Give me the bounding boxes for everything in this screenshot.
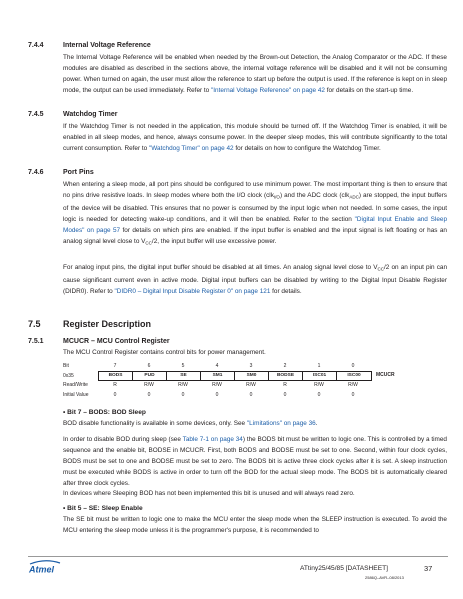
- bit-number: 7: [113, 363, 117, 369]
- bit-number: 6: [147, 363, 151, 369]
- rw-value: R/W: [246, 382, 256, 388]
- rw-value: R/W: [212, 382, 222, 388]
- paragraph: The SE bit must be written to logic one to make the MCU enter the sleep mode when the SLEEP instruction is executed. To avoid the MCU entering the sleep mode unless it is the programmer's purpose, it is recommended to: [63, 516, 447, 534]
- rw-value: R/W: [178, 382, 188, 388]
- section-title: Port Pins: [63, 169, 94, 176]
- initial-value-label: Initial Value: [63, 392, 89, 398]
- initial-value: 0: [181, 392, 185, 398]
- rw-value: R: [113, 382, 117, 388]
- section-number: 7.5: [28, 319, 41, 329]
- paragraph: The Internal Voltage Reference will be enabled when needed by the Brown-out Detection, the Analog Comparator or the ADC. If these modules are disabled as described in the sections above, the internal voltage reference will be disabled and it will not be consuming power. When turned on again, the user must allow the reference to start up before the output is used. If the reference is kept on in sleep mode, the output can be used immediately. Refer to "Internal Voltage Reference" on page 42 for details on the start-up time.: [63, 54, 447, 94]
- bit-row-label: Bit: [63, 363, 69, 369]
- paragraph: In order to disable BOD during sleep (see Table 7-1 on page 34) the BODS bit must be written to logic one. This is controlled by a timed sequence and the enable bit, BODSE in MCUCR. First, both BODS and BODSE must be set to one. Second, within four clock cycles, BODS must be set to one and BODSE must be set to zero. The BODS bit is active three clock cycles after it is set. A sleep instruction must be executed while BODS is active in order to turn off the BOD for the actual sleep mode. The BODS bit is automatically cleared after three clock cycles.: [63, 436, 447, 487]
- paragraph: If the Watchdog Timer is not needed in the application, this module should be turned off. If the Watchdog Timer is enabled, it will be enabled in all sleep modes, and hence, always consume power. In the deeper sleep modes, this will contribute significantly to the total current consumption. Refer to "Watchdog Timer" on page 42 for details on how to configure the Watchdog Timer.: [63, 123, 447, 152]
- bit-heading: • Bit 5 – SE: Sleep Enable: [63, 505, 143, 512]
- section-number: 7.4.6: [28, 169, 44, 176]
- bit-number: 1: [317, 363, 321, 369]
- initial-value: 0: [215, 392, 219, 398]
- register-field: ISC00: [347, 373, 361, 378]
- register-field: SM1: [201, 372, 235, 380]
- read-write-label: Read/Write: [63, 382, 88, 388]
- xref-link[interactable]: Table 7-1 on page 34: [182, 436, 243, 443]
- xref-link[interactable]: "Limitations" on page 36: [246, 420, 316, 427]
- register-field: SE: [167, 372, 201, 380]
- rw-value: R/W: [348, 382, 358, 388]
- register-name: MCUCR: [376, 372, 395, 378]
- initial-value: 0: [351, 392, 355, 398]
- section-number: 7.4.5: [28, 111, 44, 118]
- section-title: Register Description: [63, 319, 152, 329]
- xref-link[interactable]: "Internal Voltage Reference" on page 42: [211, 87, 325, 94]
- paragraph: For analog input pins, the digital input buffer should be disabled at all times. An analog signal level close to $V_{CC}/2$ on an input pin can cause significant current even in active mode. Digital input buffers can be disabled by writing to the Digital Input Disable Register (DIDR0). Refer to "DIDR0 – Digital Input Disable Register 0" on page 121 for details.: [63, 264, 447, 295]
- page-number: 37: [424, 564, 433, 573]
- register-address: 0x35: [63, 373, 74, 379]
- bit-number: 2: [283, 363, 287, 369]
- register-field: BODSE: [269, 372, 303, 380]
- bit-number: 0: [351, 363, 355, 369]
- paragraph: In devices where Sleeping BOD has not been implemented this bit is unused and will always read zero.: [63, 490, 355, 497]
- bit-number: 4: [215, 363, 219, 369]
- rw-value: R/W: [314, 382, 324, 388]
- rw-value: R/W: [144, 382, 154, 388]
- xref-link[interactable]: "Digital Input Enable and Sleep Modes" on page 57: [63, 215, 447, 234]
- register-field: PUD: [133, 372, 167, 380]
- atmel-logo: [28, 559, 62, 575]
- paragraph: When entering a sleep mode, all port pins should be configured to use minimum power. The most important thing is then to ensure that no pins drive resistive loads. In sleep modes where both the I/O clock (clk$_{I/O}$) and the ADC clock (clk$_{ADC}$) are stopped, the input buffers of the device will be disabled. This ensures that no power is consumed by the input logic when not needed. In some cases, the input logic is needed for detecting wake-up conditions, and it will then be enabled. Refer to the section "Digital Input Enable and Sleep Modes" on page 57 for details on which pins are enabled. If the input buffer is enabled and the input signal is left floating or has an analog signal level close to $V_{CC}/2$, the input buffer will use excessive power.: [63, 181, 447, 245]
- section-title: MCUCR – MCU Control Register: [63, 338, 170, 345]
- footer-doc-code: 2586Q–AVR–08/2013: [365, 575, 404, 580]
- register-field: BODS: [99, 372, 133, 380]
- register-field-row: [98, 371, 372, 381]
- footer-doc-title: ATtiny25/45/85 [DATASHEET]: [300, 565, 388, 572]
- bit-number: 3: [249, 363, 253, 369]
- bit-number: 5: [181, 363, 185, 369]
- paragraph: The MCU Control Register contains control bits for power management.: [63, 349, 266, 356]
- bit-heading: • Bit 7 – BODS: BOD Sleep: [63, 409, 146, 416]
- initial-value: 0: [249, 392, 253, 398]
- footer-divider: [28, 556, 448, 557]
- register-field: SM0: [235, 372, 269, 380]
- section-title: Internal Voltage Reference: [63, 42, 151, 49]
- rw-value: R: [283, 382, 287, 388]
- xref-link[interactable]: "DIDR0 – Digital Input Disable Register 0" on page 121: [114, 287, 271, 295]
- xref-link[interactable]: "Watchdog Timer" on page 42: [148, 145, 234, 152]
- section-number: 7.5.1: [28, 338, 44, 345]
- initial-value: 0: [147, 392, 151, 398]
- section-title: Watchdog Timer: [63, 111, 118, 118]
- initial-value: 0: [283, 392, 287, 398]
- svg-text:Atmel: Atmel: [29, 564, 55, 575]
- register-field: ISC01: [303, 372, 337, 380]
- initial-value: 0: [317, 392, 321, 398]
- paragraph: BOD disable functionality is available in some devices, only. See "Limitations" on page 36.: [63, 420, 318, 427]
- section-number: 7.4.4: [28, 42, 44, 49]
- initial-value: 0: [113, 392, 117, 398]
